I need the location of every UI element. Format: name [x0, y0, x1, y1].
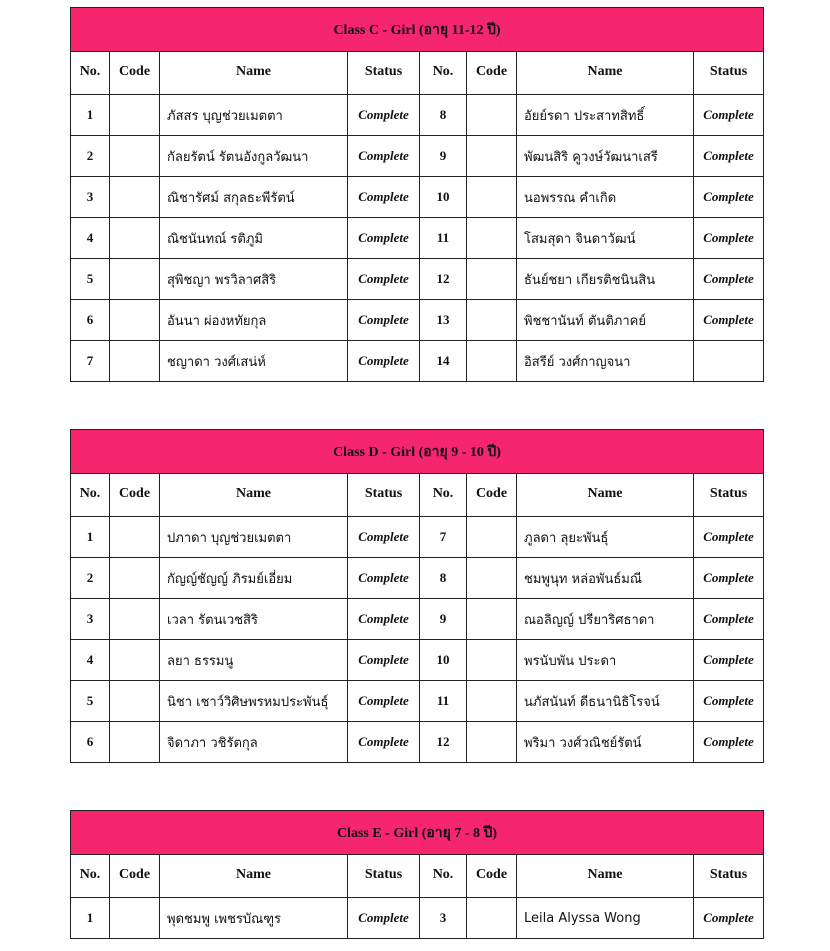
cell-name: จิดาภา วชิรัตกุล	[160, 722, 348, 763]
header-row	[71, 855, 764, 898]
cell-code	[110, 640, 160, 681]
cell-code	[110, 218, 160, 259]
cell-name: กัลยรัตน์ รัตนอังกูลวัฒนา	[160, 136, 348, 177]
cell-name: ชมพูนุท หล่อพันธ์มณี	[517, 558, 694, 599]
cell-code	[467, 681, 517, 722]
cell-name: สุพิชญา พรวิลาศสิริ	[160, 259, 348, 300]
cell-name: กัญญ์ชัญญ์ ภิรมย์เอี่ยม	[160, 558, 348, 599]
cell-name: ภูลดา ลุยะพันธุ์	[517, 517, 694, 558]
cell-name: พริมา วงศ์วณิชย์รัตน์	[517, 722, 694, 763]
cell-status: Complete	[348, 95, 420, 136]
cell-no: 6	[71, 300, 110, 341]
cell-status: Complete	[694, 640, 764, 681]
header-status: Status	[694, 855, 764, 898]
cell-code	[467, 599, 517, 640]
cell-status: Complete	[348, 341, 420, 382]
table-row	[71, 722, 764, 763]
cell-no: 1	[71, 95, 110, 136]
cell-name: เวลา รัตนเวชสิริ	[160, 599, 348, 640]
cell-name: ณิชนันทณ์ รติภูมิ	[160, 218, 348, 259]
header-code: Code	[467, 855, 517, 898]
cell-status: Complete	[348, 136, 420, 177]
cell-no: 12	[420, 722, 467, 763]
header-name: Name	[160, 855, 348, 898]
cell-code	[110, 517, 160, 558]
table-row	[71, 177, 764, 218]
cell-status: Complete	[694, 136, 764, 177]
cell-code	[467, 722, 517, 763]
cell-code	[110, 722, 160, 763]
cell-no: 9	[420, 136, 467, 177]
header-status: Status	[694, 474, 764, 517]
cell-name: ลยา ธรรมนู	[160, 640, 348, 681]
cell-name: พัฒนสิริ คูวงษ์วัฒนาเสรี	[517, 136, 694, 177]
cell-name: ธันย์ชยา เกียรติชนินสิน	[517, 259, 694, 300]
cell-code	[110, 341, 160, 382]
header-name: Name	[517, 52, 694, 95]
cell-status: Complete	[694, 300, 764, 341]
cell-no: 4	[71, 218, 110, 259]
cell-status: Complete	[348, 640, 420, 681]
cell-name: ภัสสร บุญช่วยเมตตา	[160, 95, 348, 136]
cell-status: Complete	[348, 177, 420, 218]
cell-code	[467, 177, 517, 218]
cell-status: Complete	[694, 95, 764, 136]
cell-no: 8	[420, 558, 467, 599]
cell-code	[467, 558, 517, 599]
cell-code	[467, 640, 517, 681]
cell-no: 13	[420, 300, 467, 341]
cell-name: โสมสุดา จินดาวัฒน์	[517, 218, 694, 259]
table-row	[71, 95, 764, 136]
cell-code	[467, 517, 517, 558]
table-row	[71, 218, 764, 259]
cell-no: 7	[71, 341, 110, 382]
cell-name: ณิชารัศม์ สกุลธะพีรัตน์	[160, 177, 348, 218]
table-row	[71, 259, 764, 300]
table-row	[71, 341, 764, 382]
cell-status: Complete	[348, 558, 420, 599]
cell-status: Complete	[694, 218, 764, 259]
header-status: Status	[694, 52, 764, 95]
cell-name: ชญาดา วงศ์เสน่ห์	[160, 341, 348, 382]
cell-code	[467, 341, 517, 382]
header-row	[71, 52, 764, 95]
header-code: Code	[110, 474, 160, 517]
header-code: Code	[110, 52, 160, 95]
cell-code	[110, 558, 160, 599]
header-code: Code	[467, 52, 517, 95]
table-row	[71, 517, 764, 558]
cell-no: 10	[420, 177, 467, 218]
cell-no: 8	[420, 95, 467, 136]
cell-no: 9	[420, 599, 467, 640]
table-row	[71, 599, 764, 640]
header-no: No.	[71, 474, 110, 517]
cell-no: 6	[71, 722, 110, 763]
cell-status: Complete	[694, 898, 764, 939]
header-no: No.	[420, 52, 467, 95]
cell-status: Complete	[694, 558, 764, 599]
cell-no: 14	[420, 341, 467, 382]
class-e-table	[70, 810, 764, 939]
cell-code	[110, 681, 160, 722]
header-row	[71, 474, 764, 517]
cell-status: Complete	[694, 517, 764, 558]
cell-status	[694, 341, 764, 382]
cell-no: 2	[71, 136, 110, 177]
cell-name: อัยย์รดา ประสาทสิทธิ์	[517, 95, 694, 136]
cell-no: 1	[71, 517, 110, 558]
table-title: Class C - Girl (อายุ 11-12 ปี)	[71, 8, 764, 52]
cell-code	[467, 218, 517, 259]
cell-code	[467, 136, 517, 177]
cell-code	[110, 300, 160, 341]
cell-no: 2	[71, 558, 110, 599]
cell-no: 10	[420, 640, 467, 681]
cell-status: Complete	[348, 300, 420, 341]
cell-status: Complete	[694, 681, 764, 722]
cell-status: Complete	[348, 722, 420, 763]
cell-code	[110, 259, 160, 300]
header-status: Status	[348, 474, 420, 517]
cell-no: 3	[420, 898, 467, 939]
cell-code	[110, 898, 160, 939]
cell-code	[467, 95, 517, 136]
cell-code	[467, 300, 517, 341]
cell-no: 11	[420, 681, 467, 722]
cell-status: Complete	[348, 259, 420, 300]
header-name: Name	[517, 855, 694, 898]
cell-name: นอพรรณ คำเกิด	[517, 177, 694, 218]
header-no: No.	[71, 855, 110, 898]
cell-name: Leila Alyssa Wong	[517, 898, 694, 939]
cell-no: 1	[71, 898, 110, 939]
header-name: Name	[160, 474, 348, 517]
header-name: Name	[517, 474, 694, 517]
table-row	[71, 681, 764, 722]
table-row	[71, 300, 764, 341]
cell-no: 5	[71, 259, 110, 300]
header-status: Status	[348, 52, 420, 95]
cell-name: พรนับพัน ประดา	[517, 640, 694, 681]
cell-code	[110, 599, 160, 640]
cell-name: ณอลิญญ์ ปรียาริศธาดา	[517, 599, 694, 640]
header-no: No.	[71, 52, 110, 95]
cell-no: 11	[420, 218, 467, 259]
cell-status: Complete	[348, 599, 420, 640]
table-row	[71, 640, 764, 681]
cell-name: อิสรีย์ วงศ์กาญจนา	[517, 341, 694, 382]
cell-code	[110, 177, 160, 218]
cell-code	[110, 95, 160, 136]
cell-no: 7	[420, 517, 467, 558]
header-name: Name	[160, 52, 348, 95]
cell-status: Complete	[348, 898, 420, 939]
cell-no: 3	[71, 599, 110, 640]
table-row	[71, 898, 764, 939]
cell-status: Complete	[348, 517, 420, 558]
cell-name: พิชชานันท์ ตันติภาคย์	[517, 300, 694, 341]
header-status: Status	[348, 855, 420, 898]
class-d-table	[70, 429, 764, 763]
header-code: Code	[467, 474, 517, 517]
cell-status: Complete	[694, 722, 764, 763]
cell-name: พุดชมพู เพชรบัณฑูร	[160, 898, 348, 939]
cell-status: Complete	[348, 681, 420, 722]
cell-name: ปภาดา บุญช่วยเมตตา	[160, 517, 348, 558]
cell-status: Complete	[694, 259, 764, 300]
cell-code	[110, 136, 160, 177]
table-row	[71, 136, 764, 177]
cell-code	[467, 259, 517, 300]
cell-status: Complete	[694, 177, 764, 218]
header-no: No.	[420, 855, 467, 898]
table-title: Class D - Girl (อายุ 9 - 10 ปี)	[71, 430, 764, 474]
table-title: Class E - Girl (อายุ 7 - 8 ปี)	[71, 811, 764, 855]
cell-name: นิชา เชาว์วิศิษพรหมประพันธุ์	[160, 681, 348, 722]
cell-name: อันนา ผ่องหทัยกุล	[160, 300, 348, 341]
cell-no: 4	[71, 640, 110, 681]
cell-name: นภัสนันท์ ดีธนานิธิโรจน์	[517, 681, 694, 722]
header-code: Code	[110, 855, 160, 898]
cell-status: Complete	[694, 599, 764, 640]
header-no: No.	[420, 474, 467, 517]
cell-no: 5	[71, 681, 110, 722]
cell-code	[467, 898, 517, 939]
cell-no: 12	[420, 259, 467, 300]
table-row	[71, 558, 764, 599]
cell-no: 3	[71, 177, 110, 218]
cell-status: Complete	[348, 218, 420, 259]
class-c-table	[70, 7, 764, 382]
